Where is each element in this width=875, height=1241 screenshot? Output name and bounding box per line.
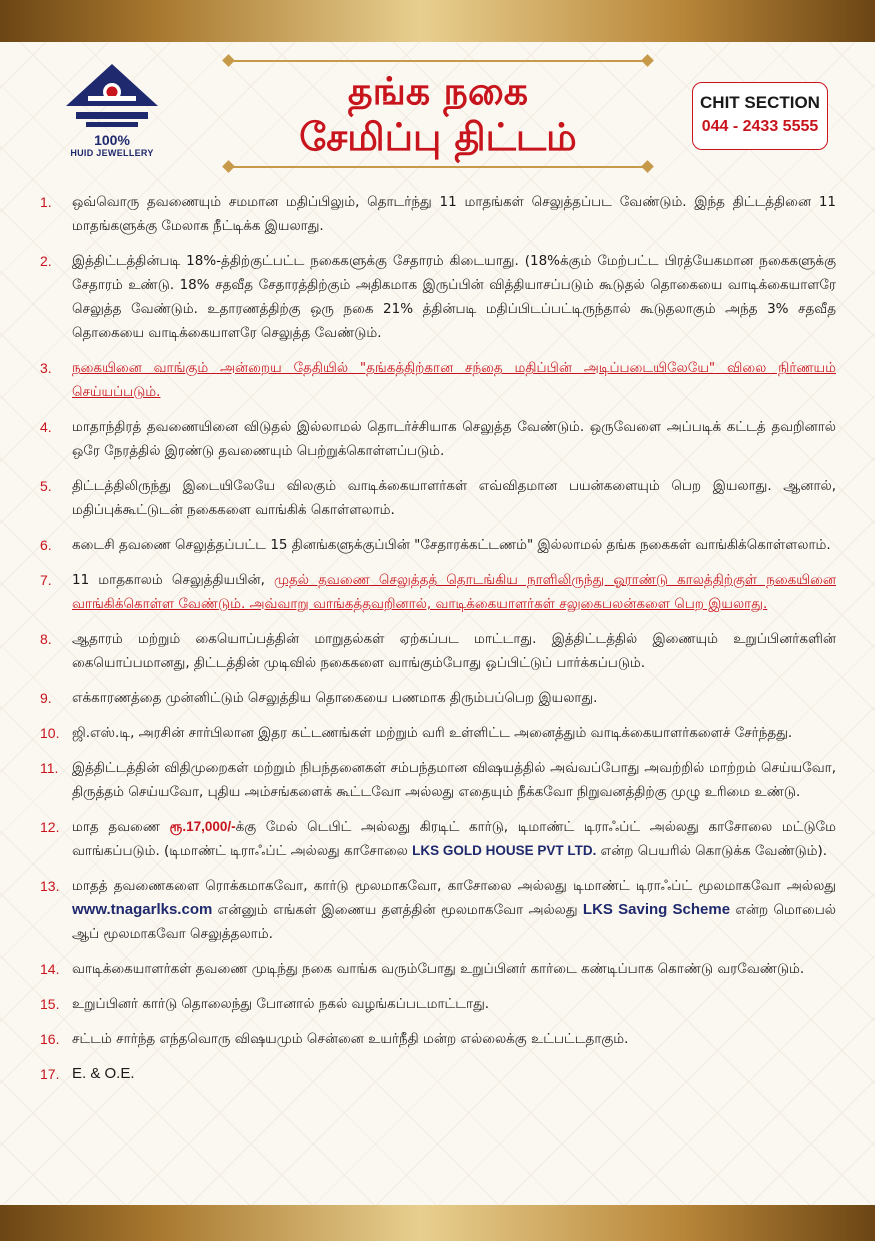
item-text: [72, 568, 836, 616]
item-number: 15.: [40, 996, 60, 1012]
item-text: வாடிக்கையாளர்கள் தவணை முடிந்து நகை வாங்க வரும்போது உறுப்பினர் கார்டை கண்டிப்பாக கொண்டு வரவேண்டும்.: [72, 961, 805, 977]
item-number: 9.: [40, 690, 52, 706]
list-item: [40, 1027, 836, 1051]
item-text-highlight: முதல் தவணை செலுத்தத் தொடங்கிய நாளிலிருந்து ஓராண்டு காலத்திற்குள் நகையினை வாங்கிக்கொள்ள வேண்டும். அவ்வாறு வாங்கத்தவறினால், வாடிக்கையாளர்கள் சலுகைபலன்களை பெற இயலாது.: [72, 572, 836, 612]
list-item: [40, 190, 836, 238]
chit-section-phone[interactable]: 044 - 2433 5555: [701, 118, 819, 135]
list-item: [40, 568, 836, 616]
item-text-part: என்னும் எங்கள் இணைய தளத்தின் மூலமாகவோ அல்லது: [212, 902, 583, 918]
item-text: திட்டத்திலிருந்து இடையிலேயே விலகும் வாடிக்கையாளர்கள் எவ்விதமான பயன்களையும் பெற இயலாது. ஆனால், மதிப்புக்கூட்டுடன் நகைகளை வாங்கிக் கொள்ளலாம்.: [72, 478, 836, 518]
item-text: ஆதாரம் மற்றும் கையொப்பத்தின் மாறுதல்கள் ஏற்கப்பட மாட்டாது. இத்திட்டத்தில் இணையும் உறுப்பினர்களின் கையொப்பமானது, திட்டத்தின் முடிவில் நகைகளை வாங்கும்போது ஒப்பிட்டுப் பார்க்கப்படும்.: [72, 631, 836, 671]
list-item: [40, 992, 836, 1016]
item-text-part: க்கு மேல் டெபிட் அல்லது கிரடிட் கார்டு, டிமாண்ட் டிராஃப்ட் அல்லது காசோலை மட்டுமே வாங்கப்படும். (டிமாண்ட் டிராஃப்ட் அல்லது காசோலை: [72, 819, 836, 859]
item-text: இத்திட்டத்தின் விதிமுறைகள் மற்றும் நிபந்தனைகள் சம்பந்தமான விஷயத்தில் அவ்வப்போது அவற்றில் மாற்றம் செய்யவோ, திருத்தம் செய்யவோ, புதிய அம்சங்களைக் கூட்டவோ அல்லது எதையும் நீக்கவோ நிறுவனத்திற்கு முழு உரிமை உண்டு.: [72, 760, 836, 800]
item-number: 5.: [40, 478, 52, 494]
item-text: சட்டம் சார்ந்த எந்தவொரு விஷயமும் சென்னை உயர்நீதி மன்ற எல்லைக்கு உட்பட்டதாகும்.: [72, 1031, 629, 1047]
chit-section-box: [692, 82, 828, 150]
list-item: [40, 533, 836, 557]
item-number: 17.: [40, 1066, 60, 1082]
item-text: [72, 874, 836, 946]
item-text: மாதாந்திரத் தவணையினை விடுதல் இல்லாமல் தொடர்ச்சியாக செலுத்த வேண்டும். ஒருவேளை அப்படிக் கட்டத் தவறினால் ஒரே நேரத்தில் இரண்டு தவணையும் பெற்றுக்கொள்ளப்படும்.: [72, 419, 836, 459]
list-item: [40, 957, 836, 981]
list-item: [40, 249, 836, 345]
item-text: எக்காரணத்தை முன்னிட்டும் செலுத்திய தொகையை பணமாக திரும்பப்பெற இயலாது.: [72, 690, 598, 706]
item-number: 12.: [40, 819, 60, 835]
item-number: 7.: [40, 572, 52, 588]
item-text-part: மாதத் தவணைகளை ரொக்கமாகவோ, கார்டு மூலமாகவோ, காசோலை அல்லது டிமாண்ட் டிராஃப்ட் மூலமாகவோ அல்லது: [72, 878, 836, 894]
amount-limit: ரூ.17,000/-: [169, 819, 236, 834]
list-item: [40, 356, 836, 404]
item-text: ஜி.எஸ்.டி, அரசின் சார்பிலான இதர கட்டணங்கள் மற்றும் வரி உள்ளிட்ட அனைத்தும் வாடிக்கையாளர்களைச் சேர்ந்தது.: [72, 725, 793, 741]
item-text: E. & O.E.: [72, 1065, 135, 1082]
terms-list: [40, 190, 836, 1097]
item-text: கடைசி தவணை செலுத்தப்பட்ட 15 தினங்களுக்குப்பின் "சேதாரக்கட்டணம்" இல்லாமல் தங்க நகைகள் வாங்கிக்கொள்ளலாம்.: [72, 537, 831, 553]
page-title: [228, 68, 648, 160]
bis-hallmark-logo: [52, 62, 172, 172]
bis-triangle-icon: [64, 62, 160, 130]
bottom-gold-band: [0, 1205, 875, 1241]
item-number: 16.: [40, 1031, 60, 1047]
top-gold-band: [0, 0, 875, 42]
title-line-2: சேமிப்பு திட்டம்: [299, 115, 577, 159]
item-text: உறுப்பினர் கார்டு தொலைந்து போனால் நகல் வழங்கப்படமாட்டாது.: [72, 996, 490, 1012]
logo-caption: HUID JEWELLERY: [70, 148, 154, 158]
app-name: LKS Saving Scheme: [582, 901, 731, 918]
list-item: [40, 756, 836, 804]
title-block: [228, 52, 648, 174]
list-item: [40, 1062, 836, 1086]
chit-section-title: CHIT SECTION: [700, 93, 820, 112]
item-number: 4.: [40, 419, 52, 435]
title-top-rule: [228, 60, 648, 62]
company-name: LKS GOLD HOUSE PVT LTD.: [412, 843, 597, 858]
item-number: 8.: [40, 631, 52, 647]
item-text: இத்திட்டத்தின்படி 18%-த்திற்குட்பட்ட நகைகளுக்கு சேதாரம் கிடையாது. (18%க்கும் மேற்பட்ட பிரத்யேகமான நகைகளுக்கு சேதாரம் உண்டு. 18% சதவீத சேதாரத்திற்கும் அதிகமாக இருப்பின் வித்தியாசப்படும் கூடுதல் தொகையை வாடிக்கையாளரே செலுத்த வேண்டும். உதாரணத்திற்கு ஒரு நகை 21% த்தின்படி மதிப்பிடப்பட்டிருந்தால் கூடுதலாகும் அந்த 3% சதவீத தொகையை வாடிக்கையாளரே செலுத்த வேண்டும்.: [72, 253, 836, 341]
list-item: [40, 627, 836, 675]
list-item: [40, 686, 836, 710]
item-number: 13.: [40, 878, 60, 894]
item-number: 11.: [40, 760, 59, 776]
list-item: [40, 874, 836, 946]
item-text-part: 11 மாதகாலம் செலுத்தியபின்,: [72, 572, 275, 588]
logo-percent: 100%: [94, 132, 130, 148]
list-item: [40, 721, 836, 745]
item-text: ஒவ்வொரு தவணையும் சமமான மதிப்பிலும், தொடர்ந்து 11 மாதங்கள் செலுத்தப்பட வேண்டும். இந்த திட்டத்தினை 11 மாதங்களுக்கு மேலாக நீட்டிக்க இயலாது.: [72, 194, 836, 234]
title-bottom-rule: [228, 166, 648, 168]
item-text-part: என்ற பெயரில் கொடுக்க வேண்டும்).: [596, 843, 828, 859]
item-text-part: மாத தவணை: [72, 819, 170, 835]
item-number: 2.: [40, 253, 52, 269]
item-number: 1.: [40, 194, 52, 210]
list-item: [40, 415, 836, 463]
item-text-highlight: நகையினை வாங்கும் அன்றைய தேதியில் "தங்கத்திற்கான சந்தை மதிப்பின் அடிப்படையிலேயே" விலை நிர்ணயம் செய்யப்படும்.: [72, 360, 836, 400]
title-line-1: தங்க நகை: [347, 69, 529, 113]
list-item: [40, 474, 836, 522]
item-number: 3.: [40, 360, 52, 376]
website-link[interactable]: www.tnagarlks.com: [72, 901, 213, 918]
item-number: 14.: [40, 961, 60, 977]
item-number: 10.: [40, 725, 60, 741]
list-item: [40, 815, 836, 863]
item-number: 6.: [40, 537, 52, 553]
item-text: [72, 815, 836, 863]
item-text-part: என்ற மொபைல் ஆப் மூலமாகவோ செலுத்தலாம்.: [72, 902, 836, 942]
